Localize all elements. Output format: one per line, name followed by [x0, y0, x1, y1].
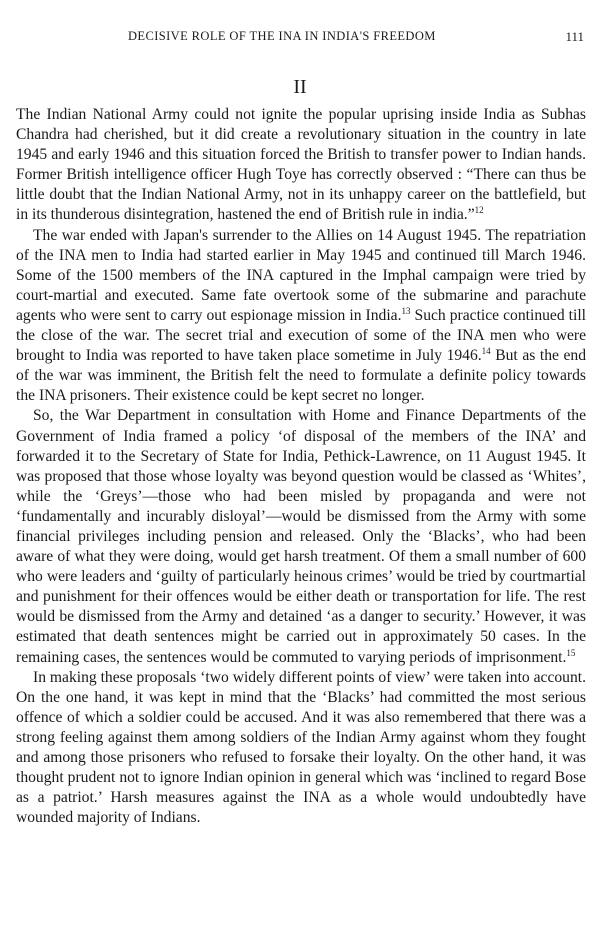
paragraph-text: But as the end of the war was imminent, the British felt the need to formulate a definite policy towards the INA prisoners. Their existence could be kept secret no longer.: [16, 347, 586, 405]
paragraph: [16, 406, 586, 667]
footnote-marker: 13: [401, 305, 411, 316]
page-number: 111: [565, 29, 584, 44]
paragraph-text: The Indian National Army could not ignite the popular uprising inside India as Subhas Chandra had cherished, but it did create a revolutionary situation in the country in late 1945 and early 1946 and this situation forced the British to transfer power to Indian hands. Former British intelligence officer Hugh Toye has correctly observed : “There can thus be little doubt that the Indian National Army, not in its unhappy career on the battlefield, but in its thunderous disintegration, hastened the end of British rule in india.”: [16, 106, 586, 224]
footnote-marker: 15: [566, 647, 576, 658]
section-numeral: II: [293, 76, 307, 98]
paragraph: [16, 226, 586, 407]
paragraph-text: The war ended with Japan's surrender to the Allies on 14 August 1945. The repatriation of the INA men to India had started earlier in May 1945 and continued till March 1946. Some of the 1500 members of the INA captured in the Imphal campaign were tried by court-martial and executed. Same fate overtook some of the submarine and parachute agents who were sent to carry out espionage mission in India.: [16, 226, 586, 324]
paragraph-text: So, the War Department in consultation with Home and Finance Departments of the Government of India framed a policy ‘of disposal of the members of the INA’ and forwarded it to the Secretary of State for India, Pethick-Lawrence, on 11 August 1945. It was proposed that those whose loyalty was beyond question would be classed as ‘Whites’, while the ‘Greys’—those who had been misled by propaganda and were not ‘fundamentally and incurably disloyal’—would be dismissed from the Army with some financial privileges including pension and released. Only the ‘Blacks’, who had been aware of what they were doing, would get harsh treatment. Of them a small number of 600 who were leaders and ‘guilty of particularly heinous crimes’ would be tried by courtmartial and punishment for their offences would be either death or transportation for life. The rest would be dismissed from the Army and detained ‘as a danger to security.’ However, it was estimated that death sentences might be carried out in approximately 50 cases. In the remaining cases, the sentences would be commuted to varying periods of imprisonment.: [16, 407, 586, 666]
running-head: [0, 29, 600, 49]
footnote-marker: 12: [474, 205, 484, 216]
paragraph: [16, 668, 586, 829]
paragraph: [16, 105, 586, 226]
paragraph-text: Such practice continued till the close of the war. The secret trial and execution of some of the INA men who were brought to India was reported to have taken place sometime in July 1946.: [16, 306, 586, 365]
body-text: [16, 105, 586, 828]
paragraph-text: In making these proposals ‘two widely different points of view’ were taken into account. On the one hand, it was kept in mind that the ‘Blacks’ had committed the most serious offence of which a soldier could be accused. And it was also remembered that there was a strong feeling against them among soldiers of the Indian Army against whom they fought and among those prisoners who refused to forsake their loyalty. On the other hand, it was thought prudent not to ignore Indian opinion in general which was ‘inclined to regard Bose as a patriot.’ Harsh measures against the INA as a whole would undoubtedly have wounded majority of Indians.: [16, 668, 586, 827]
running-title: DECISIVE ROLE OF THE INA IN INDIA'S FREEDOM: [128, 29, 436, 43]
footnote-marker: 14: [481, 346, 491, 357]
